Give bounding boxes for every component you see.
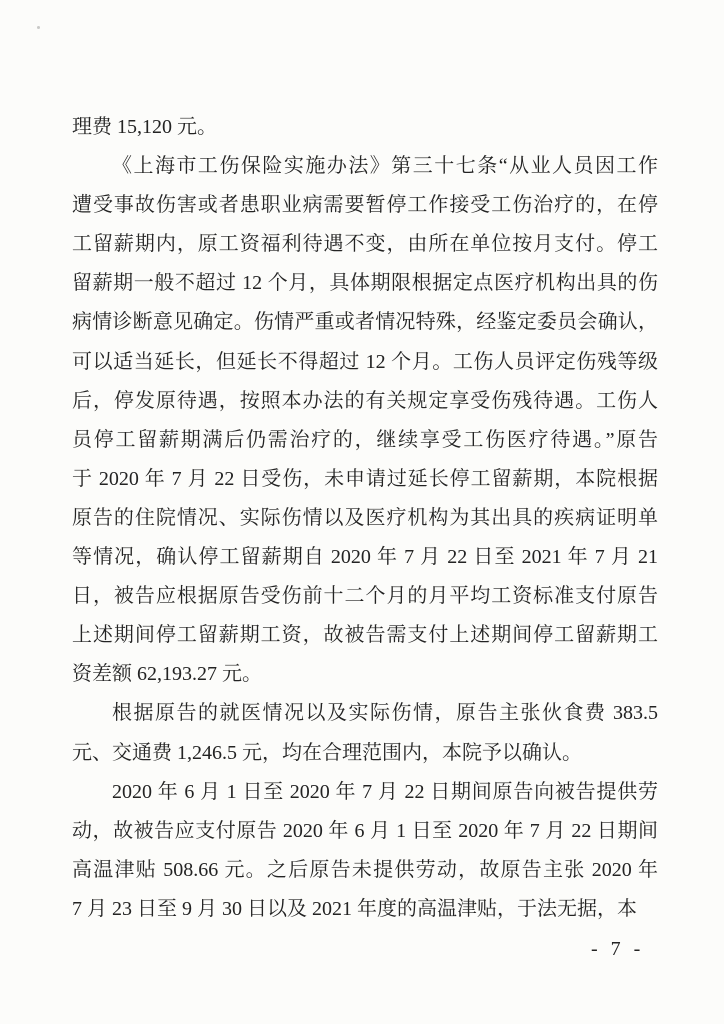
text-line: 理费 15,120 元。 [72, 116, 217, 138]
document-text-block [72, 108, 658, 929]
scan-speck-artifact [37, 26, 40, 29]
text-line: 员停工留薪期满后仍需治疗的，继续享受工伤医疗待遇。”原告 [72, 428, 658, 451]
text-line: 上述期间停工留薪期工资，故被告需支付上述期间停工留薪期工 [72, 624, 658, 647]
text-line: 病情诊断意见确定。伤情严重或者情况特殊，经鉴定委员会确认， [72, 311, 658, 334]
text-line: 等情况，确认停工留薪期自 2020 年 7 月 22 日至 2021 年 7 月 21 [72, 546, 658, 569]
text-line: 资差额 62,193.27 元。 [72, 663, 262, 686]
text-line: 工留薪期内，原工资福利待遇不变，由所在单位按月支付。停工 [72, 233, 658, 256]
text-line: 2020 年 6 月 1 日至 2020 年 7 月 22 日期间原告向被告提供劳 [112, 780, 658, 803]
text-line: 动，故被告应支付原告 2020 年 6 月 1 日至 2020 年 7 月 22 日期间 [72, 819, 658, 842]
text-line: 根据原告的就医情况以及实际伤情，原告主张伙食费 383.5 [112, 702, 658, 725]
text-line: 7 月 23 日至 9 月 30 日以及 2021 年度的高温津贴，于法无据，本 [72, 897, 637, 920]
text-line: 后，停发原待遇，按照本办法的有关规定享受伤残待遇。工伤人 [72, 389, 658, 412]
text-line: 可以适当延长，但延长不得超过 12 个月。工伤人员评定伤残等级 [72, 350, 658, 373]
text-line: 原告的住院情况、实际伤情以及医疗机构为其出具的疾病证明单 [72, 506, 658, 529]
page-number: - 7 - [591, 938, 645, 960]
text-line: 高温津贴 508.66 元。之后原告未提供劳动，故原告主张 2020 年 [72, 858, 658, 881]
text-line: 遭受事故伤害或者患职业病需要暂停工作接受工伤治疗的，在停 [72, 194, 658, 217]
text-line: 日，被告应根据原告受伤前十二个月的月平均工资标准支付原告 [72, 585, 658, 608]
text-line: 《上海市工伤保险实施办法》第三十七条“从业人员因工作 [112, 155, 658, 178]
text-line: 留薪期一般不超过 12 个月，具体期限根据定点医疗机构出具的伤 [72, 272, 658, 295]
text-line: 元、交通费 1,246.5 元，均在合理范围内，本院予以确认。 [72, 741, 582, 764]
text-line: 于 2020 年 7 月 22 日受伤，未申请过延长停工留薪期，本院根据 [72, 467, 658, 490]
